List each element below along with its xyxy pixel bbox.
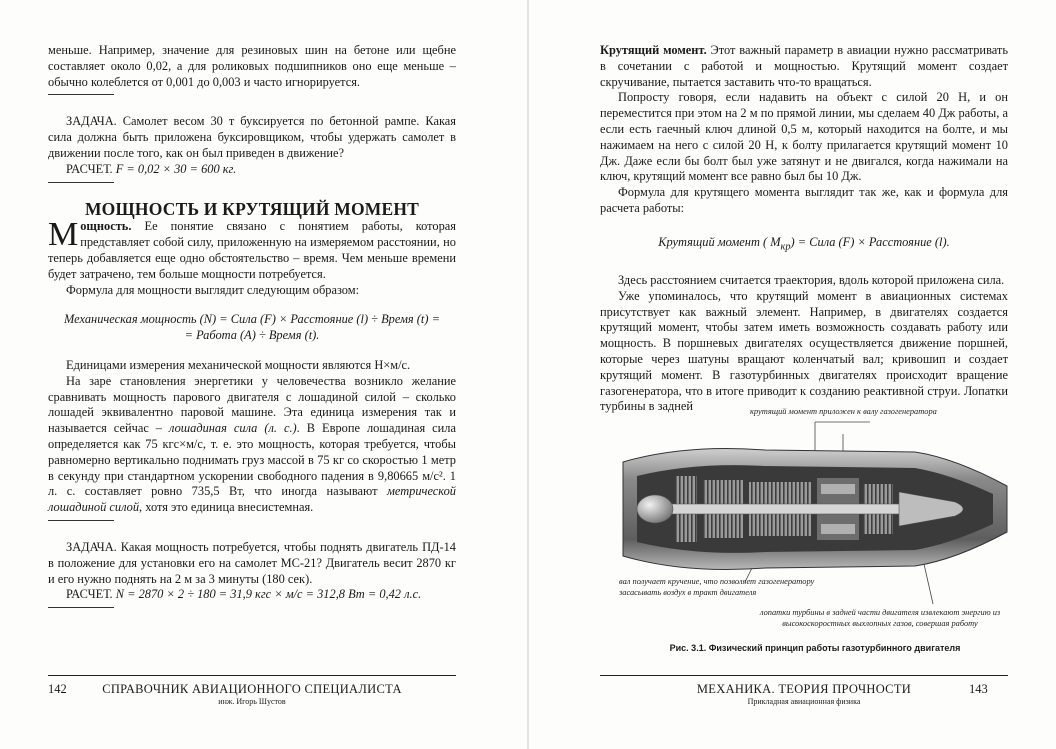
callout-left: вал получает кручение, что позволяет газогенератору засасывать воздух в тракт двигателя <box>619 577 815 597</box>
separator-rule <box>48 607 114 608</box>
figure-turbine <box>615 400 1015 660</box>
paragraph-engines: Уже упоминалось, что крутящий момент в авиационных системах присутствует как важный элемент. Например, в двигателях создается крутящий момент, чтобы затем иметь возможность создавать работу или мощность. В поршневых двигателях осуществляется движение поршней, которые через шатуны вращают коленчатый вал; кривошип и создает крутящий момент. В газотурбинных двигателях происходит вращение газогенератора, что в итоге приводит к созданию реактивной струи. Лопатки турбины в задней <box>600 288 1008 414</box>
calc-engine-lift: РАСЧЕТ. N = 2870 × 2 ÷ 180 = 31,9 кгс × м/с = 312,8 Вт = 0,42 л.с. <box>66 587 422 602</box>
callout-top: крутящий момент приложен к валу газогенератора <box>750 407 937 416</box>
right-text-column <box>600 43 1008 415</box>
term-torque: Крутящий момент. <box>600 43 707 57</box>
formula-torque: Крутящий момент ( $М_{кр}$) = Сила (F) × Расстояние (l). <box>658 234 950 253</box>
left-page <box>0 0 527 749</box>
paragraph-friction: меньше. Например, значение для резиновых шин на бетоне или щебне составляет около 0,02, а для роликовых подшипников оно еще меньше – обычно колеблется от 0,001 до 0,003 и часто игнорируется. <box>48 43 456 89</box>
paragraph-torque-formula-intro: Формула для крутящего момента выглядит так же, как и формула для расчета работы: <box>600 185 1008 215</box>
footer-subtitle: инж. Игорь Шустов <box>218 697 286 706</box>
drop-cap: М <box>48 216 79 254</box>
task-engine-lift: ЗАДАЧА. Какая мощность потребуется, чтобы поднять двигатель ПД-14 в положение для установки его на самолет МС-21? Двигатель весит 2870 кг и его нужно поднять на 2 м за 3 минуты (180 сек). <box>48 539 456 586</box>
paragraph-trajectory: Здесь расстоянием считается траектория, вдоль которой приложена сила. <box>618 273 1005 288</box>
task-towing: ЗАДАЧА. Самолет весом 30 т буксируется по бетонной рампе. Какая сила должна быть приложена буксировщиком, чтобы удержать самолет в движении после того, как он был приведен в движение? <box>48 114 456 160</box>
left-text-column <box>48 43 456 627</box>
section-heading: МОЩНОСТЬ И КРУТЯЩИЙ МОМЕНТ <box>84 198 420 219</box>
page-number: 142 <box>48 682 67 696</box>
paragraph-power: Мощность. Ее понятие связано с понятием работы, которая представляет собой силу, приложенную на измеряемом расстоянии, но теперь добавляется еще одно обстоятельство – время. Чем меньше времени будет затрачено, тем больше мощности потребуется. <box>48 216 456 281</box>
paragraph-horsepower: На заре становления энергетики у человечества возникло желание сравнивать мощность парового двигателя с лошадиной силой – сколько лошадей эквивалентно паровой машине. Эта единица измерения так и называется сейчас – лошадиная сила (л. с.). В Европе лошадиная сила определяется как 75 кгс×м/с, т. е. это мощность, которая требуется, чтобы равномерно вертикально поднимать груз массой в 75 кг со скоростью 1 метр в секунду при стандартном ускорении свободного падения в 9,80665 м/с². 1 л. с. составляет ровно 735,5 Вт, что иногда называют метрической лошадиной силой, хотя это единица внесистемная. <box>48 373 456 515</box>
paragraph-wrench: Попросту говоря, если надавить на объект с силой 20 Н, и он переместится при этом на 2 м по прямой линии, мы сделаем 40 Дж работы, а если есть гаечный ключ длиной 0,5 м, который находится на болте, и мы нажимаем на него с силой 20 Н, к болту прилагается крутящий момент 10 Дж. Даже если бы болт был уже затянут и не двигался, когда нажимали на ключ, крутящий момент все равно был бы 10 Дж. <box>600 90 1008 184</box>
footer-subtitle: Прикладная авиационная физика <box>747 697 861 706</box>
paragraph-units: Единицами измерения механической мощности являются Н×м/с. <box>66 357 411 372</box>
right-page <box>529 0 1056 749</box>
formula-intro: Формула для мощности выглядит следующим образом: <box>66 282 360 297</box>
page-number: 143 <box>969 682 988 696</box>
paragraph-torque: Крутящий момент. Этот важный параметр в авиации нужно рассматривать в сочетании с работой и мощностью. Крутящий момент создает скручивание, пытается заставить что-то вращаться. <box>600 43 1008 89</box>
figure-caption: Рис. 3.1. Физический принцип работы газотурбинного двигателя <box>669 643 961 653</box>
footer-title: МЕХАНИКА. ТЕОРИЯ ПРОЧНОСТИ <box>696 682 912 696</box>
calc-towing: РАСЧЕТ. F = 0,02 × 30 = 600 кг. <box>66 161 237 176</box>
footer-rule <box>600 675 1008 676</box>
footer-rule <box>48 675 456 676</box>
separator-rule <box>48 520 114 521</box>
callout-right: лопатки турбины в задней части двигателя извлекают энергию из высокоскоростных выхлопных газов, совершая работу <box>759 608 1001 628</box>
formula-power: Механическая мощность (N) = Сила (F) × Расстояние (l) ÷ Время (t) = = Работа (A) ÷ Время (t). <box>64 312 440 343</box>
separator-rule <box>48 94 114 95</box>
separator-rule <box>48 182 114 183</box>
term-power: ощность. <box>80 219 132 234</box>
footer-title: СПРАВОЧНИК АВИАЦИОННОГО СПЕЦИАЛИСТА <box>102 682 402 696</box>
